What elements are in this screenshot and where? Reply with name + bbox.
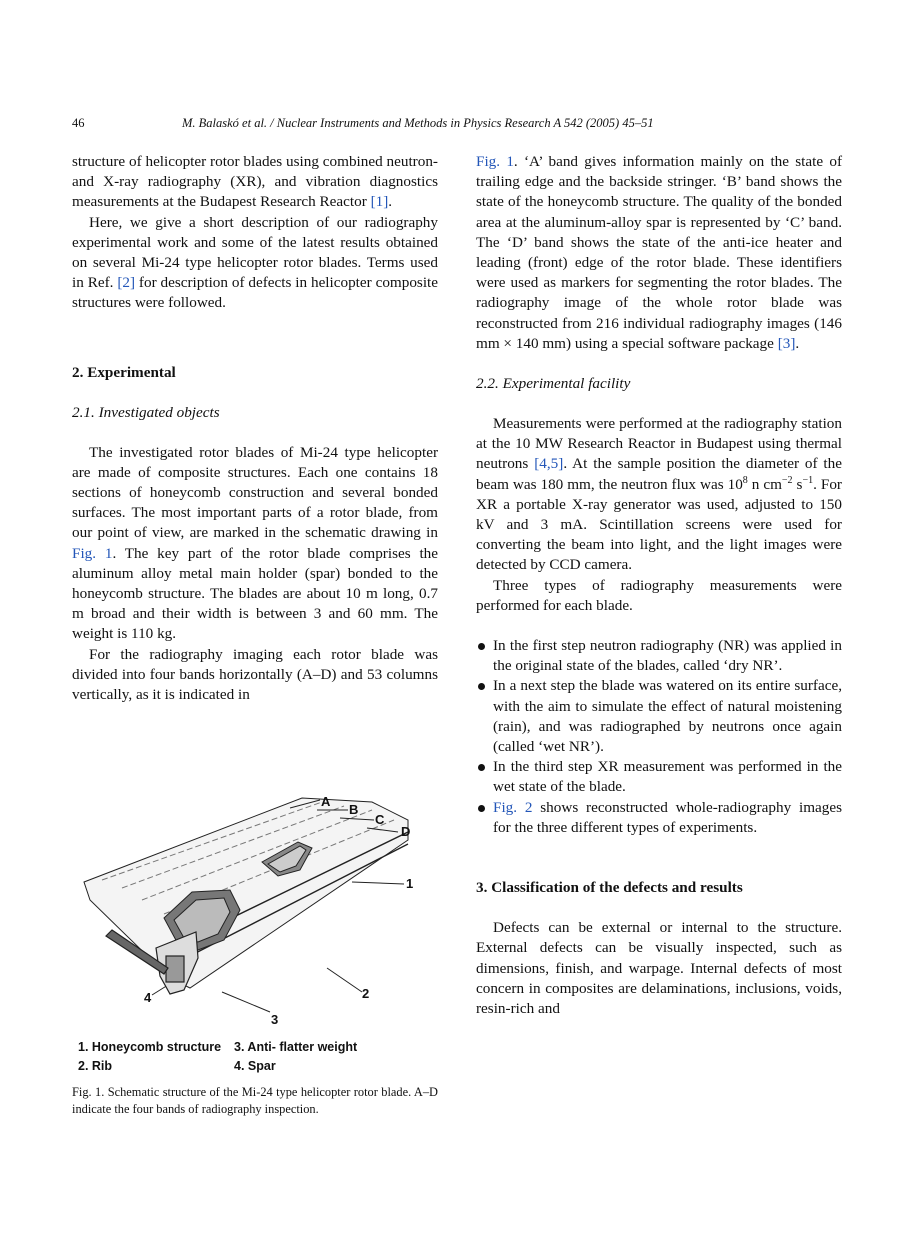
legend-item: 1. Honeycomb structure (78, 1040, 222, 1054)
list-item (476, 636, 842, 676)
legend-item: 4. Spar (234, 1059, 276, 1073)
paragraph: Fig. 1. ‘A’ band gives information mainly on the state of trailing edge and the backside stringer. ‘B’ band shows the state of the honeycomb structure. The quality of the bonded area at the aluminum-alloy spar is represented by ‘C’ band. The ‘D’ band shows the state of the anti-ice heater and leading (front) edge of the rotor blade. These identifiers were used as markers for segmenting the rotor blades. The radiography image of the whole rotor blade was reconstructed from 216 individual radiography images (146 mm × 140 mm) using a special software package [3]. (476, 153, 842, 352)
paragraph-text: . At the sample position the diameter of the beam was 180 mm, the neutron flux was 10 (476, 455, 842, 493)
superscript: −1 (802, 474, 814, 486)
list-item-text: In a next step the blade was watered on its entire surface, with the aim to simulate the effect of natural moistening (rain), and was radiographed by neutrons once again (called ‘wet NR’). (493, 677, 842, 756)
blade-outline (84, 798, 411, 988)
paragraph (72, 213, 438, 314)
reference-link[interactable]: [1] (370, 193, 389, 211)
superscript: 8 (742, 474, 748, 486)
left-column (72, 152, 438, 705)
paragraph-text: . ‘A’ band gives information mainly on the state of trailing edge and the backside stringer. ‘B’ band shows the state of the honeycomb structure. The quality of the bonded area at the aluminum-alloy spar is represented by ‘C’ band. The ‘D’ band shows the state of the anti-ice heater and leading (front) edge of the rotor blade. These identifiers were used as markers for segmenting the rotor blades. The radiography image of the whole rotor blade was reconstructed from 216 individual radiography images (146 mm × 140 mm) using a special software package (476, 153, 842, 352)
legend-item: 2. Rib (78, 1059, 113, 1073)
list-item (476, 676, 842, 757)
paragraph-text: s (792, 475, 803, 493)
paragraph-text: n cm (747, 475, 782, 493)
band-label-a: A (321, 794, 331, 809)
paragraph (72, 443, 438, 645)
part-number-1: 1 (406, 876, 414, 891)
section-heading: 2. Experimental (72, 363, 176, 381)
figure-link[interactable]: Fig. 2 (493, 798, 533, 816)
subsection-heading: 2.1. Investigated objects (72, 403, 220, 421)
paragraph-text: . For XR a portable X-ray generator was used, adjusted to 150 kV and 3 mA. Scintillation screens were used for converting the beam into light, and the light images were detected by CCD camera. (476, 475, 842, 574)
bullet-icon (478, 643, 485, 650)
list-item (476, 798, 842, 838)
legend-item: 3. Anti- flatter weight (234, 1040, 358, 1054)
band-label-c: C (375, 812, 385, 827)
figure-link[interactable]: Fig. 1 (476, 153, 514, 170)
rotor-blade-figure (72, 780, 438, 1030)
bullet-list (476, 636, 842, 838)
list-item-text: In the first step neutron radiography (NR) was applied in the original state of the blades, called ‘dry NR’. (493, 637, 842, 675)
bullet-icon (478, 683, 485, 690)
bullet-icon (478, 805, 485, 812)
leader-line (222, 992, 270, 1012)
paragraph: Defects can be external or internal to the structure. External defects can be visually inspected, such as dimensions, finish, and warpage. Internal defects of most concern in composites are delaminations, inclusions, voids, resin-rich and (476, 919, 842, 1017)
band-label-d: D (401, 824, 411, 839)
part-number-3: 3 (271, 1012, 279, 1027)
superscript: −2 (781, 474, 793, 486)
list-item-text: shows reconstructed whole-radiography images for the three different types of experiments. (493, 798, 842, 836)
figure-link[interactable]: Fig. 1 (72, 544, 113, 562)
paragraph-text: Here, we give a short description of our radiography experimental work and some of the latest results obtained on several Mi-24 type helicopter rotor blades. Terms used in Ref. (72, 213, 438, 292)
band-label-b: B (349, 802, 359, 817)
section-heading: 3. Classification of the defects and results (476, 879, 743, 897)
list-item-text: In the third step XR measurement was performed in the wet state of the blade. (493, 758, 842, 796)
part-number-4: 4 (144, 990, 152, 1005)
right-column (476, 152, 842, 1019)
reference-link[interactable]: [3] (777, 334, 796, 352)
paragraph-text: for description of defects in helicopter composite structures were followed. (72, 274, 439, 312)
leader-line (352, 882, 404, 884)
reference-link[interactable]: [4,5] (534, 455, 564, 473)
figure-caption: Fig. 1. Schematic structure of the Mi-24 type helicopter rotor blade. A–D indicate the four bands of radiography inspection. (72, 1085, 438, 1116)
running-head (72, 116, 842, 136)
paragraph-text: The investigated rotor blades of Mi-24 type helicopter are made of composite structures. Each one contains 18 sections of honeycomb construction and several bonded surfaces. The most important parts of a rotor blade, from our point of view, are marked in the schematic drawing in (72, 443, 438, 542)
leader-line (327, 968, 362, 992)
reference-link[interactable]: [2] (117, 274, 136, 292)
list-item (476, 757, 842, 797)
paragraph: structure of helicopter rotor blades using combined neutron- and X-ray radiography (XR), and vibration diagnostics measurements at the Budapest Research Reactor [1]. (72, 153, 438, 211)
paragraph-text: . The key part of the rotor blade comprises the aluminum alloy metal main holder (spar) bonded to the honeycomb structure. The blades are about 10 m long, 0.7 m broad and their width is between 3 and 60 mm. The weight is 110 kg. (72, 544, 438, 643)
page-number: 46 (72, 116, 85, 130)
subsection-heading: 2.2. Experimental facility (476, 375, 631, 393)
paragraph-text: structure of helicopter rotor blades using combined neutron- and X-ray radiography (XR), and vibration diagnostics measurements at the Budapest Research Reactor (72, 153, 438, 211)
journal-citation: M. Balaskó et al. / Nuclear Instruments and Methods in Physics Research A 542 (2005) 45–51 (182, 116, 654, 130)
bullet-icon (478, 764, 485, 771)
paragraph (476, 414, 842, 576)
paragraph: For the radiography imaging each rotor blade was divided into four bands horizontally (A–D) and 53 columns vertically, as it is indicated in (72, 645, 438, 704)
paragraph-text: Measurements were performed at the radiography station at the 10 MW Research Reactor in Budapest using thermal neutrons (476, 415, 842, 473)
part-number-2: 2 (362, 986, 370, 1001)
paragraph: Three types of radiography measurements were performed for each blade. (476, 576, 842, 614)
